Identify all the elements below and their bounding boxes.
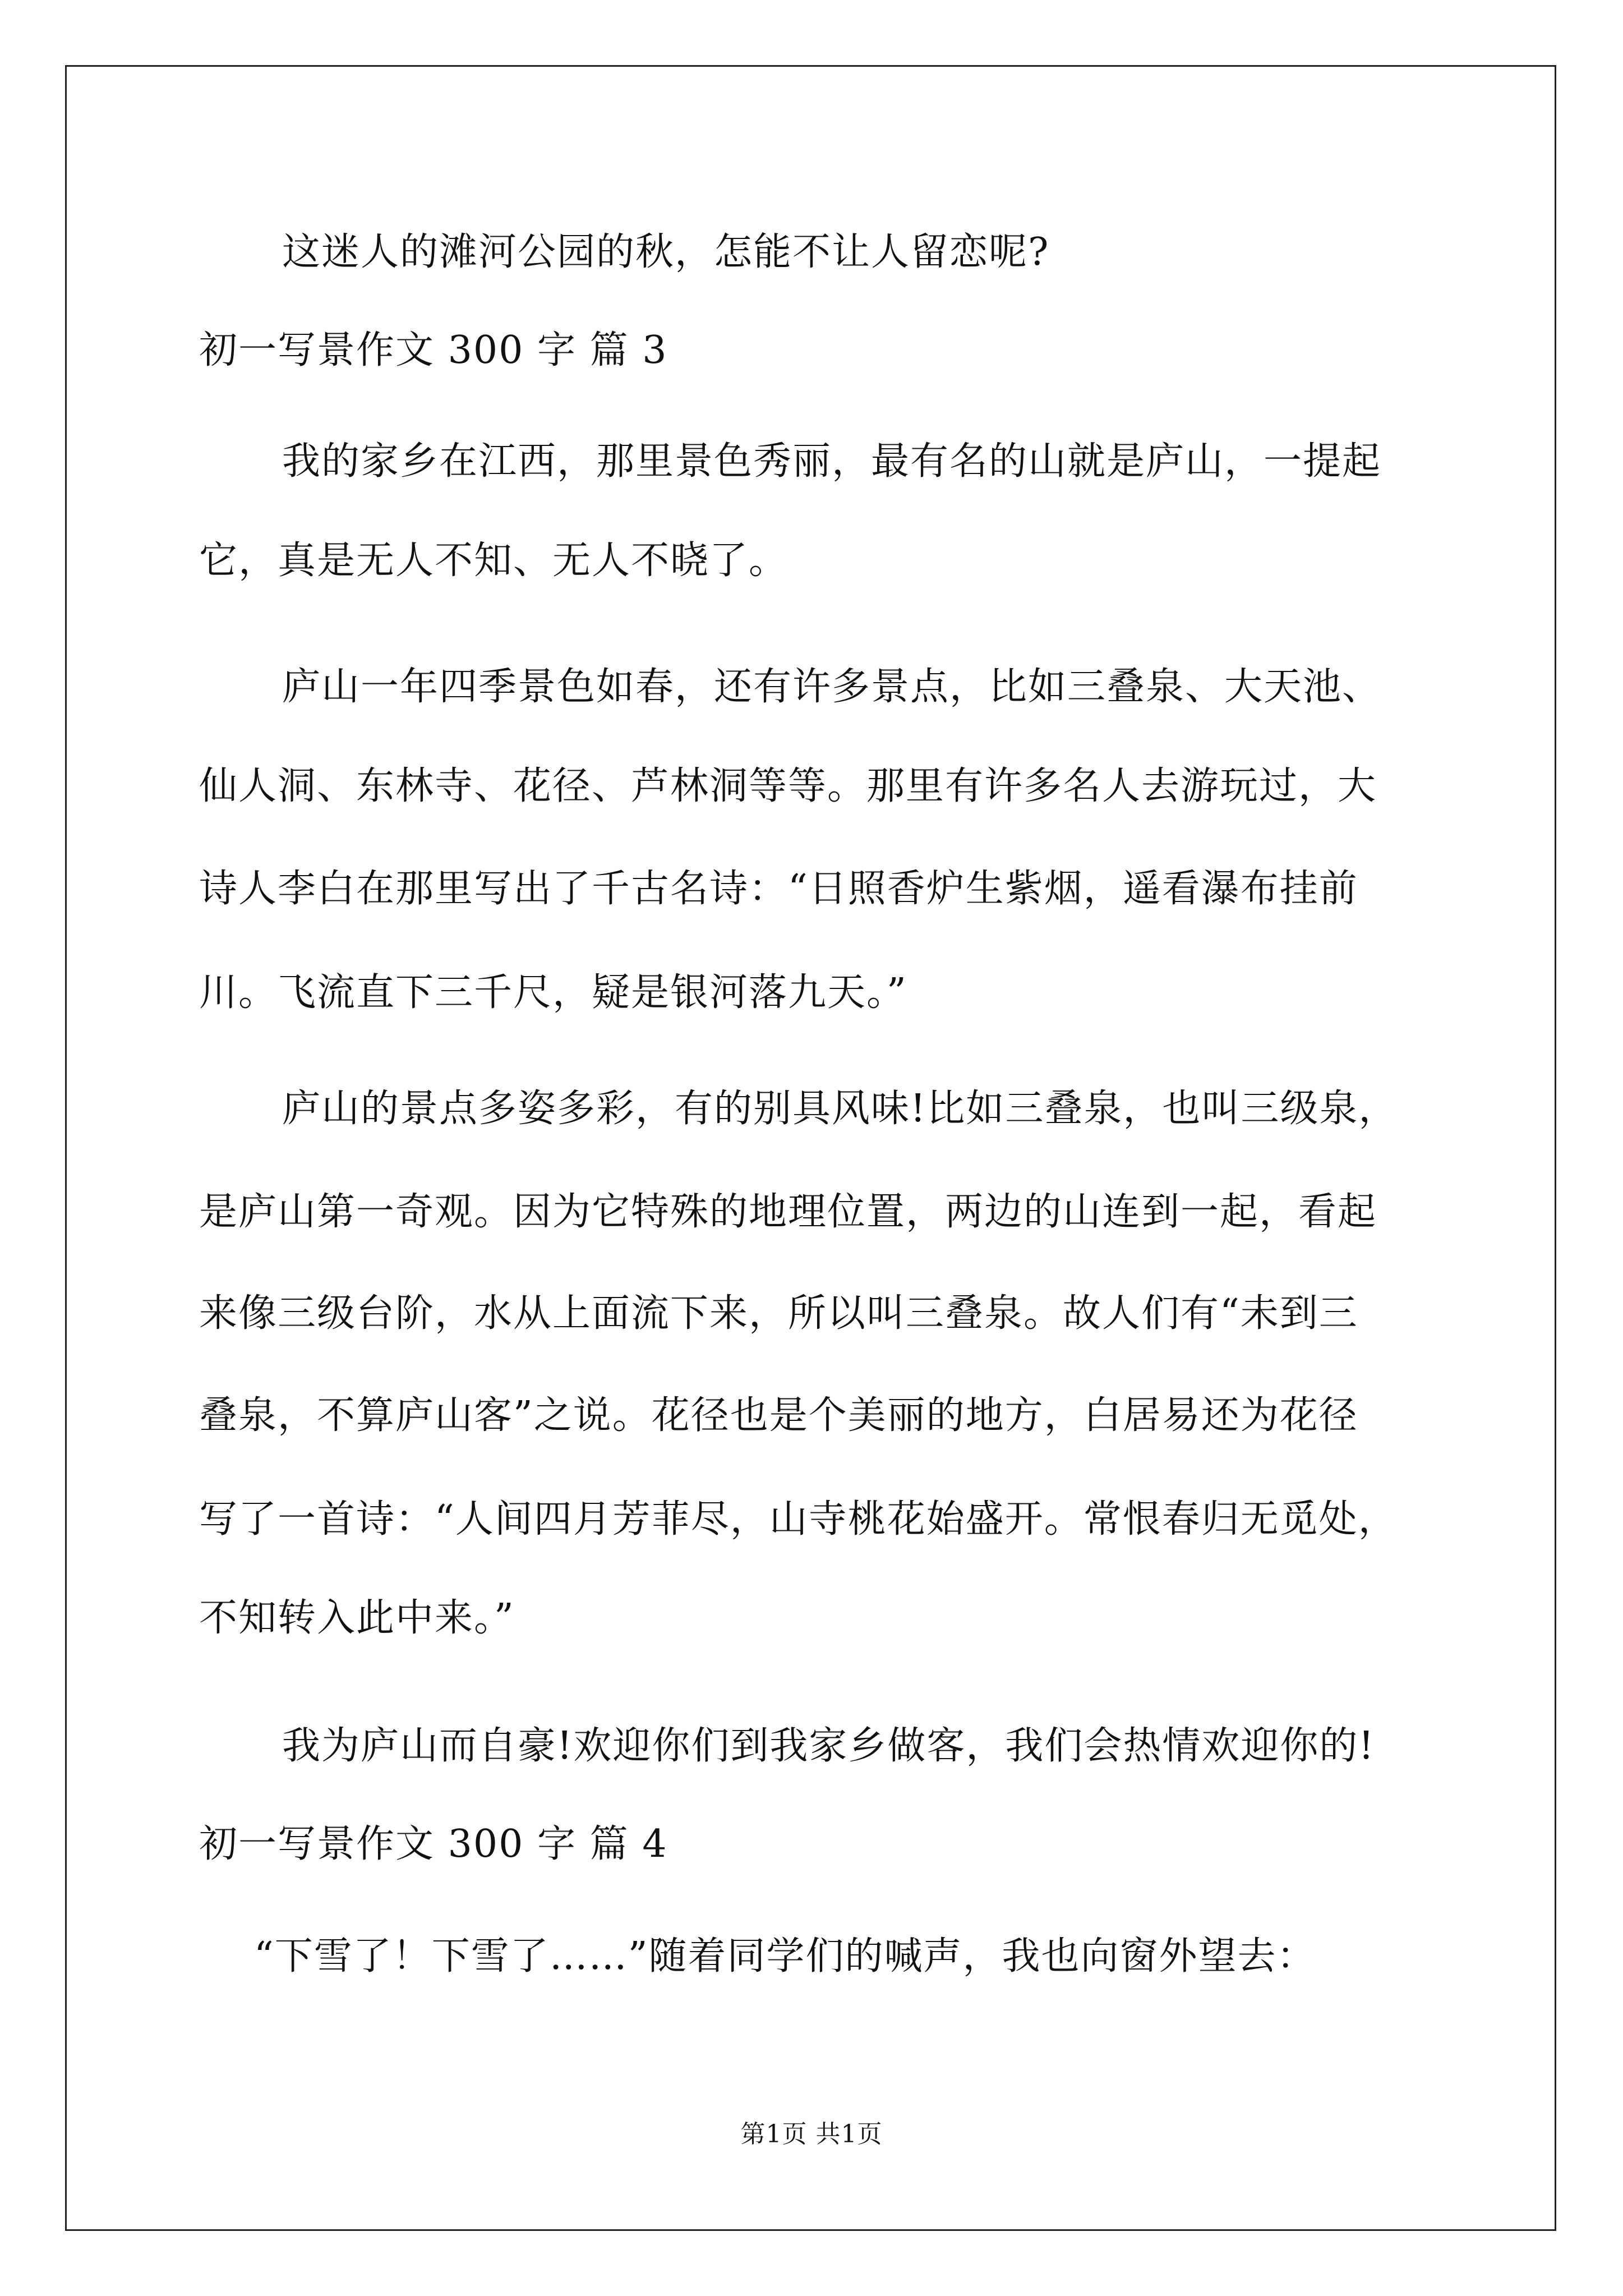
paragraph-line: 来像三级台阶，水从上面流下来，所以叫三叠泉。故人们有“未到三 (199, 1291, 1358, 1336)
paragraph-line: 它，真是无人不知、无人不晓了。 (199, 539, 789, 583)
section-heading: 初一写景作文 300 字 篇 4 (199, 1822, 668, 1866)
paragraph-line: 庐山的景点多姿多彩，有的别具风味!比如三叠泉，也叫三级泉， (282, 1087, 1398, 1131)
paragraph-line: 是庐山第一奇观。因为它特殊的地理位置，两边的山连到一起，看起 (199, 1190, 1377, 1234)
paragraph-line: 这迷人的滩河公园的秋，怎能不让人留恋呢? (282, 230, 1050, 274)
paragraph-line: 庐山一年四季景色如春，还有许多景点，比如三叠泉、大天池、 (282, 665, 1382, 709)
paragraph-line: “下雪了！下雪了……”随着同学们的喊声，我也向窗外望去： (254, 1934, 1316, 1978)
paragraph-line: 仙人洞、东林寺、花径、芦林洞等等。那里有许多名人去游玩过，大 (199, 764, 1377, 808)
paragraph-line: 不知转入此中来。” (199, 1596, 515, 1640)
section-heading: 初一写景作文 300 字 篇 3 (199, 328, 668, 372)
page-border (65, 65, 1556, 2231)
paragraph-line: 写了一首诗：“人间四月芳菲尽，山寺桃花始盛开。常恨春归无觅处， (199, 1497, 1398, 1542)
page-number: 第1页 共1页 (740, 2120, 883, 2148)
paragraph-line: 诗人李白在那里写出了千古名诗：“日照香炉生紫烟，遥看瀑布挂前 (199, 867, 1358, 911)
paragraph-line: 我为庐山而自豪!欢迎你们到我家乡做客，我们会热情欢迎你的! (282, 1724, 1375, 1768)
paragraph-line: 叠泉，不算庐山客”之说。花径也是个美丽的地方，白居易还为花径 (199, 1393, 1358, 1438)
paragraph-line: 我的家乡在江西，那里景色秀丽，最有名的山就是庐山，一提起 (282, 439, 1382, 484)
paragraph-line: 川。飞流直下三千尺，疑是银河落九天。” (199, 970, 907, 1015)
